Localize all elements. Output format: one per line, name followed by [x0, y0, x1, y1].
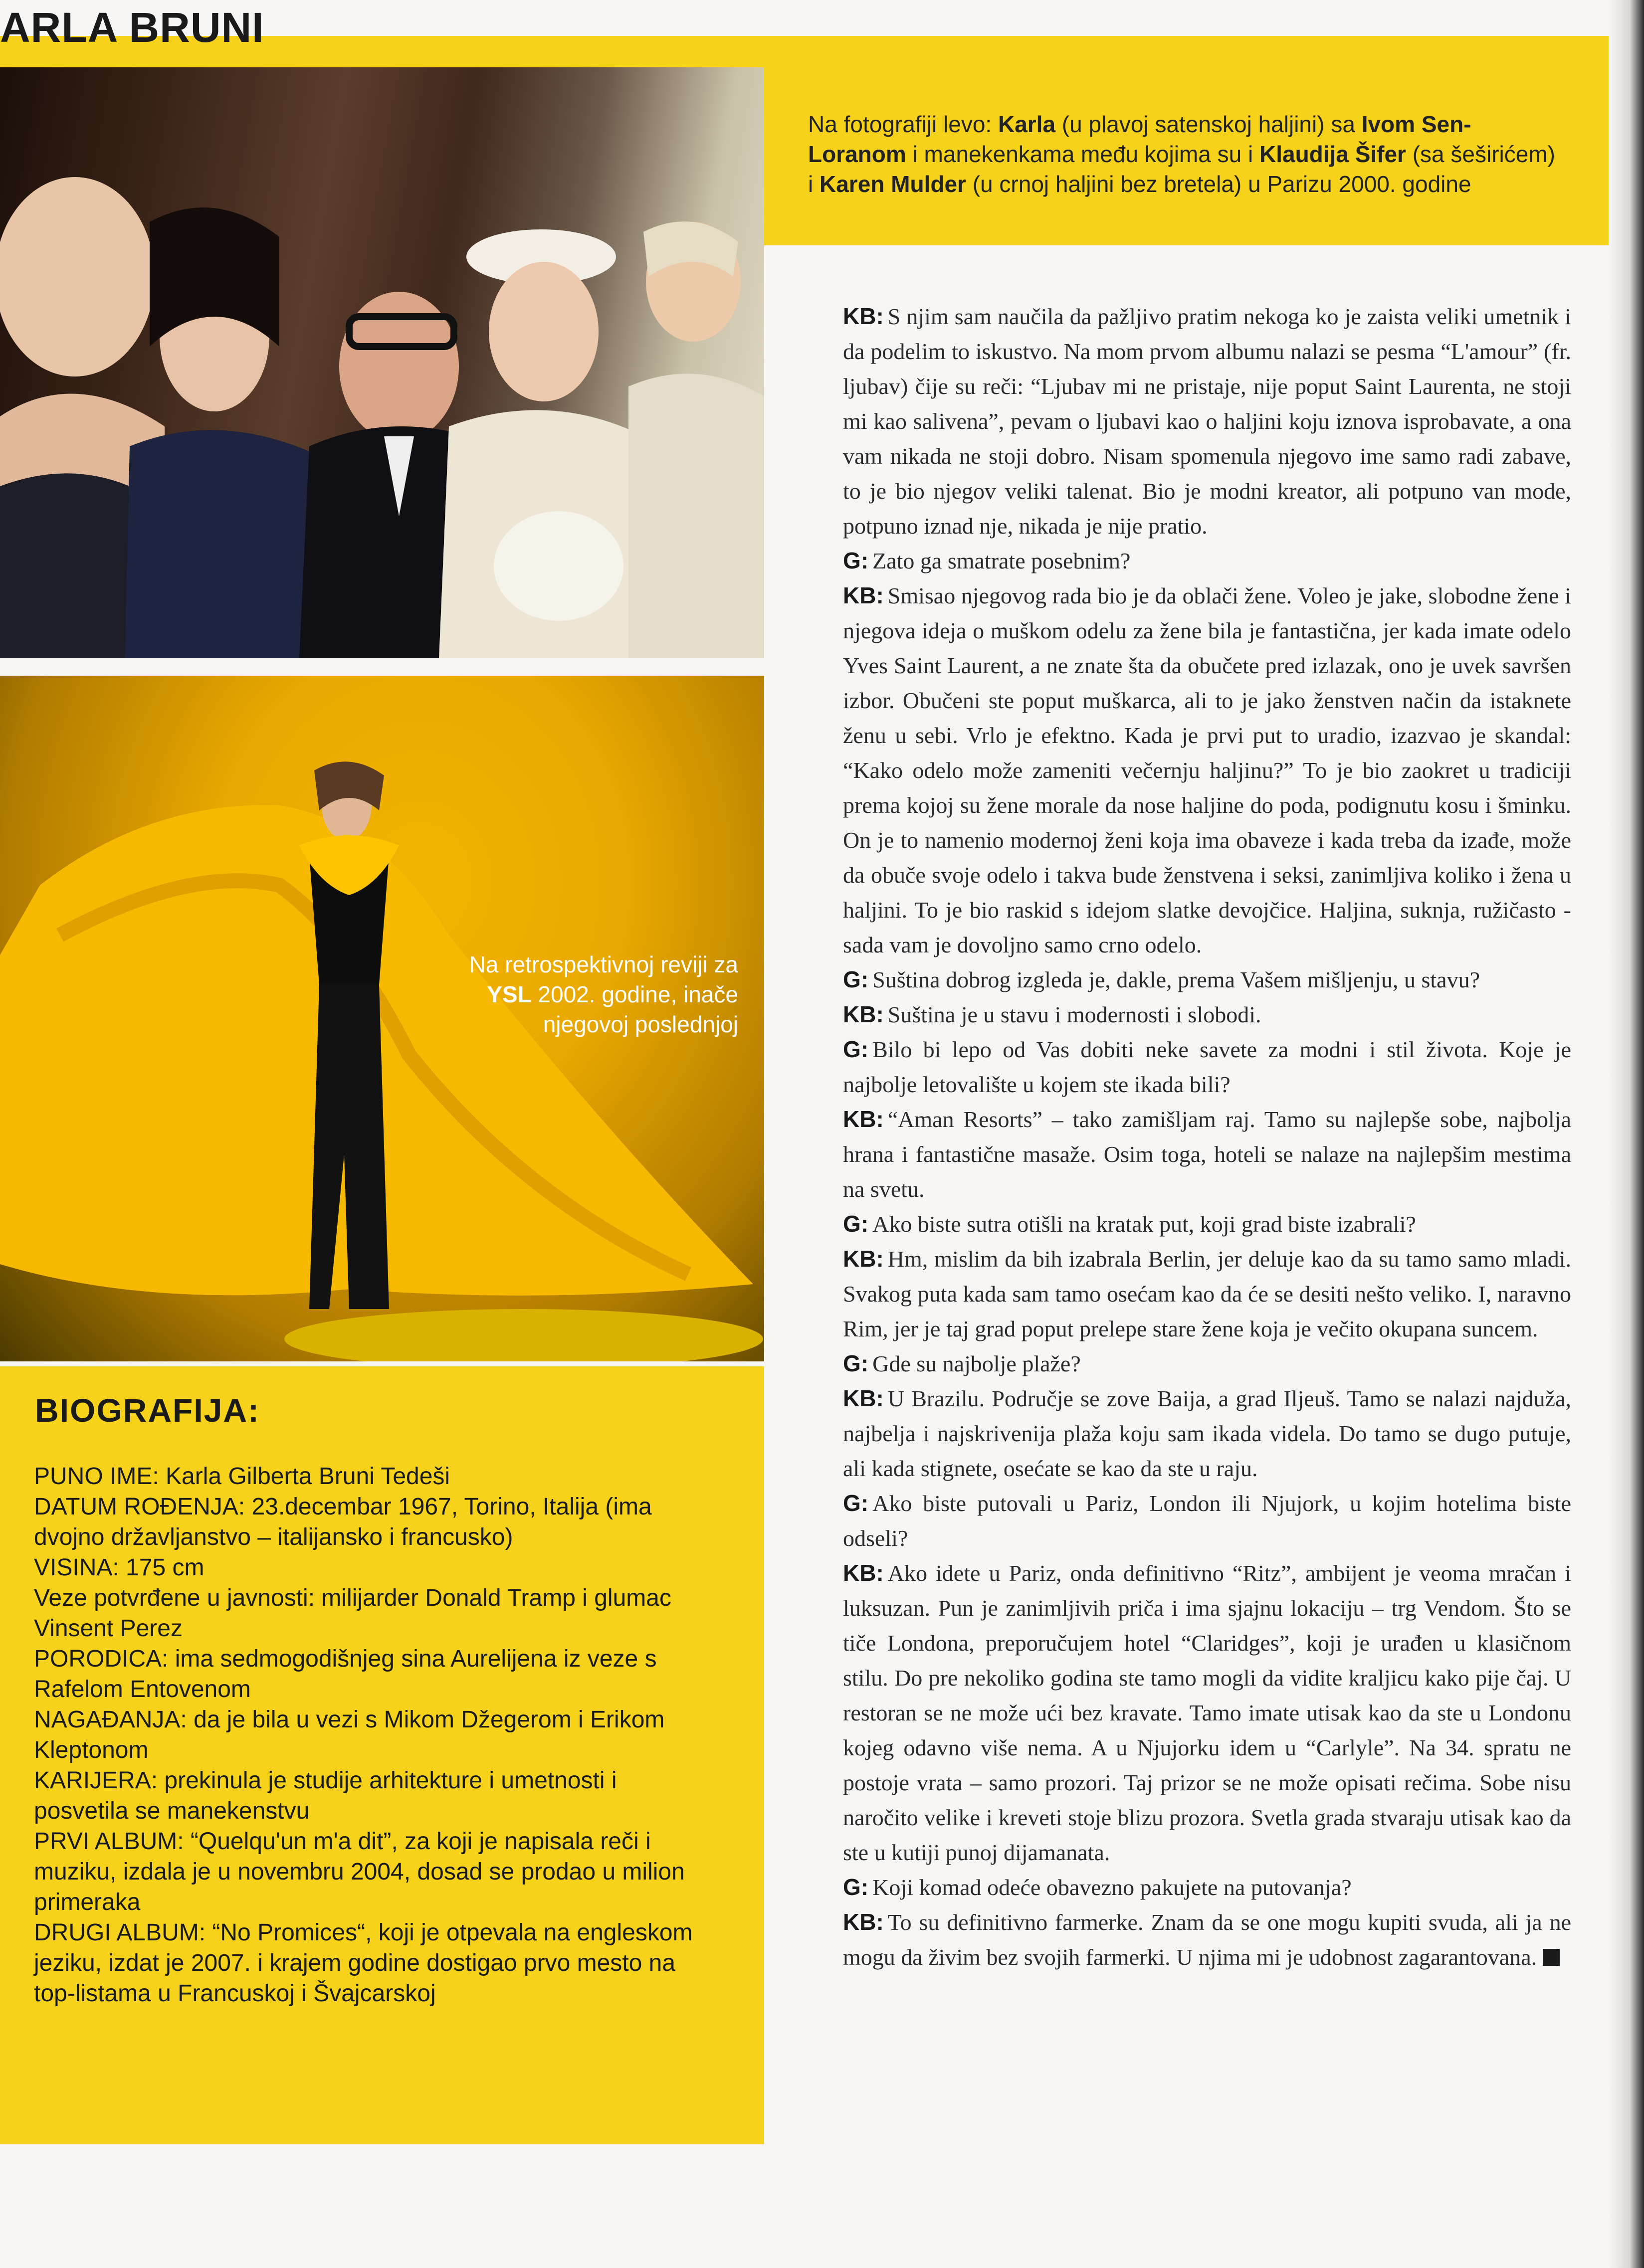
biography-label: DATUM ROĐENJA:	[34, 1494, 245, 1520]
interview-text: U Brazilu. Područje se zove Baija, a grad Iljeuš. Tamo se nalazi najduža, najbelja i najskrivenija plaža koju sam ikada videla. Do tamo se dugo putuje, ali kada stignete, osećate se kao da ste u raju.	[843, 1386, 1571, 1481]
interview-answer	[843, 1381, 1571, 1486]
speaker-label: G:	[843, 1036, 869, 1062]
speaker-label: KB:	[843, 1246, 884, 1272]
speaker-label: G:	[843, 1490, 869, 1516]
interview-question	[843, 1486, 1571, 1556]
speaker-label: KB:	[843, 582, 884, 608]
caption-text: i manekenkama među kojima su i	[906, 141, 1259, 167]
speaker-label: G:	[843, 1874, 869, 1900]
speaker-label: KB:	[843, 1106, 884, 1132]
speaker-label: KB:	[843, 303, 884, 329]
interview-text: Suština dobrog izgleda je, dakle, prema Vašem mišljenju, u stavu?	[872, 967, 1480, 992]
biography-value: “Quelqu'un m'a dit”, za koji je napisala reči i muziku, izdala je u novembru 2004, dosad se prodao u milion primeraka	[34, 1828, 685, 1915]
interview-answer	[843, 1556, 1571, 1870]
interview-text: To su definitivno farmerke. Znam da se one mogu kupiti svuda, ali ja ne mogu da živim bez svojih farmerki. U njima mi je udobnost zagarantovana.	[843, 1909, 1571, 1970]
biography-value: prekinula je studije arhitekture i umetnosti i posvetila se manekenstvu	[34, 1767, 617, 1824]
caption-text: Na retrospektivnoj reviji za	[469, 951, 738, 977]
interview-answer	[843, 1242, 1571, 1346]
biography-value: “No Promices“, koji je otpevala na engleskom jeziku, izdat je 2007. i krajem godine dostigao prvo mesto na top-listama u Francuskoj i Švajcarskoj	[34, 1919, 693, 2007]
biography-heading: BIOGRAFIJA:	[35, 1392, 260, 1429]
biography-item	[34, 1583, 697, 1644]
interview-answer	[843, 1102, 1571, 1207]
caption-bold-text: Karla	[998, 111, 1056, 137]
biography-value: ima sedmogodišnjeg sina Aurelijena iz veze s Rafelom Entovenom	[34, 1646, 657, 1702]
biography-value: da je bila u vezi s Mikom Džegerom i Erikom Kleptonom	[34, 1706, 665, 1763]
caption-text: (u crnoj haljini bez bretela) u Parizu 2000. godine	[966, 171, 1471, 197]
interview-text: Zato ga smatrate posebnim?	[872, 548, 1131, 573]
biography-label: PORODICA:	[34, 1646, 169, 1672]
biography-item	[34, 1917, 697, 2009]
biography-item	[34, 1552, 697, 1583]
runway-photo-caption	[459, 950, 738, 1039]
biography-item	[34, 1461, 697, 1492]
biography-list	[34, 1461, 697, 2009]
interview-answer	[843, 299, 1571, 544]
interview-answer	[843, 578, 1571, 962]
speaker-label: KB:	[843, 1909, 884, 1935]
interview-question	[843, 1346, 1571, 1381]
interview-question	[843, 544, 1571, 578]
biography-label: DRUGI ALBUM:	[34, 1919, 206, 1946]
biography-value: 23.decembar 1967, Torino, Italija (ima dvojno državljanstvo – italijansko i francusko)	[34, 1494, 652, 1550]
biography-item	[34, 1826, 697, 1917]
biography-value: 175 cm	[119, 1554, 205, 1581]
interview-text: Ako idete u Pariz, onda definitivno “Ritz”, ambijent je veoma mračan i luksuzan. Pun je zanimljivih priča i ima sjajnu lokaciju – trg Vendom. Što se tiče Londona, preporučujem hotel “Claridges”, koji je urađen u klasičnom stilu. Do pre nekoliko godina ste tamo mogli da vidite kraljicu kako pije čaj. U restoran se ne može ući bez kravate. Tamo imate utisak kao da ste u Londonu kojeg odavno više nema. A u Njujorku idem u “Carlyle”. Na 34. spratu ne postoje vrata – samo prozori. Taj prizor se ne može opisati rečima. Sobe nisu naročito velike i kreveti stoje blizu prozora. Svetla grada stvaraju utisak kao da ste u kutiji punoj dijamanata.	[843, 1560, 1571, 1865]
biography-value: milijarder Donald Tramp i glumac Vinsent Perez	[34, 1585, 671, 1642]
caption-bold-text: Klaudija Šifer	[1259, 141, 1406, 167]
speaker-label: G:	[843, 1211, 869, 1237]
speaker-label: KB:	[843, 1001, 884, 1027]
caption-bold-text: Ivom Sen-Loranom	[808, 111, 1471, 167]
interview-question	[843, 1032, 1571, 1102]
caption-text: Na fotografiji levo:	[808, 111, 998, 137]
interview-text: Koji komad odeće obavezno pakujete na putovanja?	[872, 1875, 1352, 1900]
interview-text: “Aman Resorts” – tako zamišljam raj. Tamo su najlepše sobe, najbolja hrana i fantastične masaže. Osim toga, hoteli se nalaze na najlepšim mestima na svetu.	[843, 1107, 1571, 1202]
caption-text: 2002. godine, inače njegovoj poslednjoj	[531, 981, 738, 1037]
speaker-label: G:	[843, 1350, 869, 1376]
interview-text: Ako biste sutra otišli na kratak put, koji grad biste izabrali?	[872, 1211, 1416, 1237]
top-photo-caption	[808, 110, 1556, 199]
interview-text: S njim sam naučila da pažljivo pratim nekoga ko je zaista veliki umetnik i da podelim to iskustvo. Na mom prvom albumu nalazi se pesma “L'amour” (fr. ljubav) čije su reči: “Ljubav mi ne pristaje, nije poput Saint Laurenta, ne stoji mi kao salivena”, pevam o ljubavi kao o haljini koju iznova isprobavate, a ona vam nikada ne stoji dobro. Nisam spomenula njegovo ime samo radi zabave, to je bio njegov veliki talenat. Bio je modni kreator, ali potpuno van mode, potpuno iznad nje, nikada je nije pratio.	[843, 304, 1571, 539]
caption-bold-text: YSL	[487, 981, 532, 1007]
speaker-label: G:	[843, 548, 869, 573]
caption-bold-text: Karen Mulder	[820, 171, 966, 197]
biography-label: NAGAĐANJA:	[34, 1706, 187, 1733]
group-photo	[0, 67, 764, 658]
biography-label: KARIJERA:	[34, 1767, 158, 1794]
interview-text: Smisao njegovog rada bio je da oblači žene. Voleo je jake, slobodne žene i njegova ideja o muškom odelu za žene bila je fantastična, jer kada imate odelo Yves Saint Laurent, a ne znate šta da obučete pred izlazak, ono je uvek savršen izbor. Obučeni ste poput muškarca, ali to je jako ženstven način da istaknete ženu u sebi. Vrlo je efektno. Kada je prvi put to uradio, izazvao je skandal: “Kako odelo može zameniti večernju haljinu?” To je bio zaokret u tradiciji prema kojoj su žene morale da nose haljine do poda, podignutu kosu i šminku. On je to namenio modernoj ženi koja ima obaveze i kada treba da izađe, može da obuče svoje odelo i takva bude ženstvena i seksi, zanimljiva koliko i žena u haljini. To je bio raskid s idejom slatke devojčice. Haljina, suknja, ružičasto - sada vam je dovoljno samo crno odelo.	[843, 583, 1571, 957]
biography-item	[34, 1492, 697, 1552]
biography-label: PRVI ALBUM:	[34, 1828, 184, 1855]
biography-item	[34, 1765, 697, 1826]
speaker-label: G:	[843, 966, 869, 992]
interview-question	[843, 1870, 1571, 1905]
interview-question	[843, 962, 1571, 997]
interview-question	[843, 1207, 1571, 1242]
biography-label: Veze potvrđene u javnosti:	[34, 1585, 315, 1611]
caption-text: (u plavoj satenskoj haljini) sa	[1055, 111, 1362, 137]
interview-column	[843, 299, 1571, 1975]
page-title: ARLA BRUNI	[0, 4, 264, 51]
speaker-label: KB:	[843, 1560, 884, 1586]
caption-text: (sa šeširićem) i	[808, 141, 1555, 197]
biography-value: Karla Gilberta Bruni Tedeši	[159, 1463, 450, 1490]
interview-text: Ako biste putovali u Pariz, London ili Njujork, u kojim hotelima biste odseli?	[843, 1491, 1571, 1551]
interview-text: Suština je u stavu i modernosti i slobodi.	[887, 1002, 1261, 1027]
interview-text: Hm, mislim da bih izabrala Berlin, jer deluje kao da su tamo samo mladi. Svakog puta kada sam tamo osećam kao da će se desiti nešto veliko. I, naravno Rim, jer je taj grad poput prelepe stare žene koja je večito okupana suncem.	[843, 1246, 1571, 1341]
biography-label: VISINA:	[34, 1554, 119, 1581]
biography-item	[34, 1644, 697, 1704]
interview-text: Bilo bi lepo od Vas dobiti neke savete za modni i stil života. Koje je najbolje letovalište u kojem ste ikada bili?	[843, 1037, 1571, 1097]
biography-item	[34, 1704, 697, 1765]
interview-text: Gde su najbolje plaže?	[872, 1351, 1081, 1376]
interview-answer	[843, 1905, 1571, 1975]
page-edge-shadow	[1609, 0, 1644, 2268]
speaker-label: KB:	[843, 1385, 884, 1411]
group-photo-illustration	[0, 67, 764, 658]
end-of-article-mark	[1543, 1949, 1560, 1966]
interview-answer	[843, 997, 1571, 1032]
biography-label: PUNO IME:	[34, 1463, 159, 1490]
